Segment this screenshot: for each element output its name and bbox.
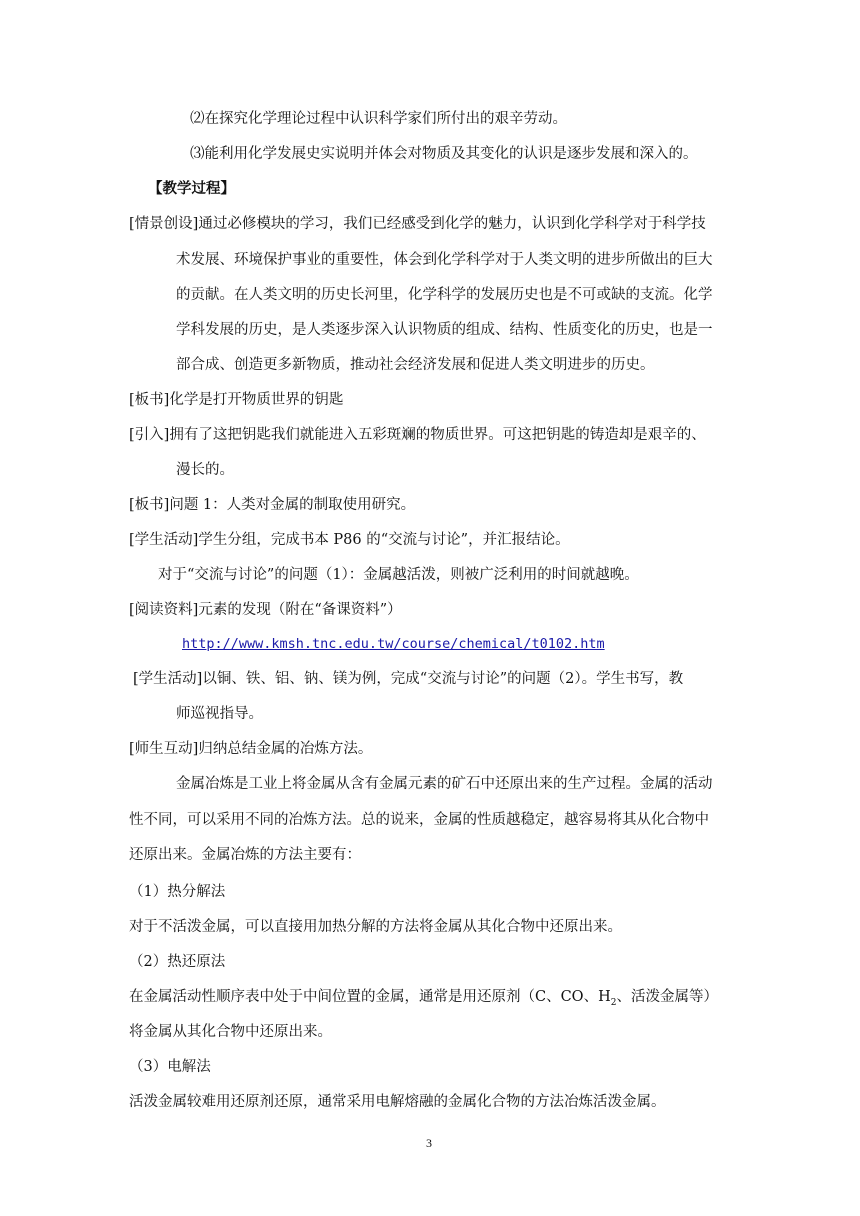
board-note-2: [板书]问题 1：人类对金属的制取使用研究。 (129, 497, 416, 513)
method-1-title: （1）热分解法 (129, 884, 226, 900)
method-2-description (129, 987, 718, 1013)
teacher-student-interaction: [师生互动]归纳总结金属的冶炼方法。 (129, 741, 373, 757)
reading-material: [阅读资料]元素的发现（附在“备课资料”） (129, 602, 402, 618)
method-2-description-text: 在金属活动性顺序表中处于中间位置的金属，通常是用还原剂（C、CO、H (129, 989, 611, 1005)
discussion-conclusion: 对于“交流与讨论”的问题（1）：金属越活泼，则被广泛利用的时间就越晚。 (158, 567, 639, 583)
method-3-title: （3）电解法 (129, 1059, 211, 1075)
page-number: 3 (426, 1136, 432, 1150)
objective-item-2: ⑵在探究化学理论过程中认识科学家们所付出的艰辛劳动。 (190, 111, 567, 127)
objective-item-3: ⑶能利用化学发展史实说明并体会对物质及其变化的认识是逐步发展和深入的。 (190, 146, 698, 162)
reference-link[interactable]: http://www.kmsh.tnc.edu.tw/course/chemical/t0102.htm (182, 636, 605, 652)
student-activity-1: [学生活动]学生分组，完成书本 P86 的“交流与讨论”，并汇报结论。 (129, 532, 570, 548)
method-2-title: （2）热还原法 (129, 954, 226, 970)
process-heading: 【教学过程】 (148, 180, 235, 197)
method-3-description: 活泼金属较难用还原剂还原，通常采用电解熔融的金属化合物的方法冶炼活泼金属。 (129, 1094, 666, 1110)
method-2-description-cont: 将金属从其化合物中还原出来。 (129, 1024, 332, 1040)
board-note-1: [板书]化学是打开物质世界的钥匙 (129, 392, 344, 408)
method-2-description-tail: 、活泼金属等） (616, 989, 718, 1005)
method-1-description: 对于不活泼金属，可以直接用加热分解的方法将金属从其化合物中还原出来。 (129, 919, 622, 935)
hydrogen-subscript: 2 (610, 997, 617, 1008)
